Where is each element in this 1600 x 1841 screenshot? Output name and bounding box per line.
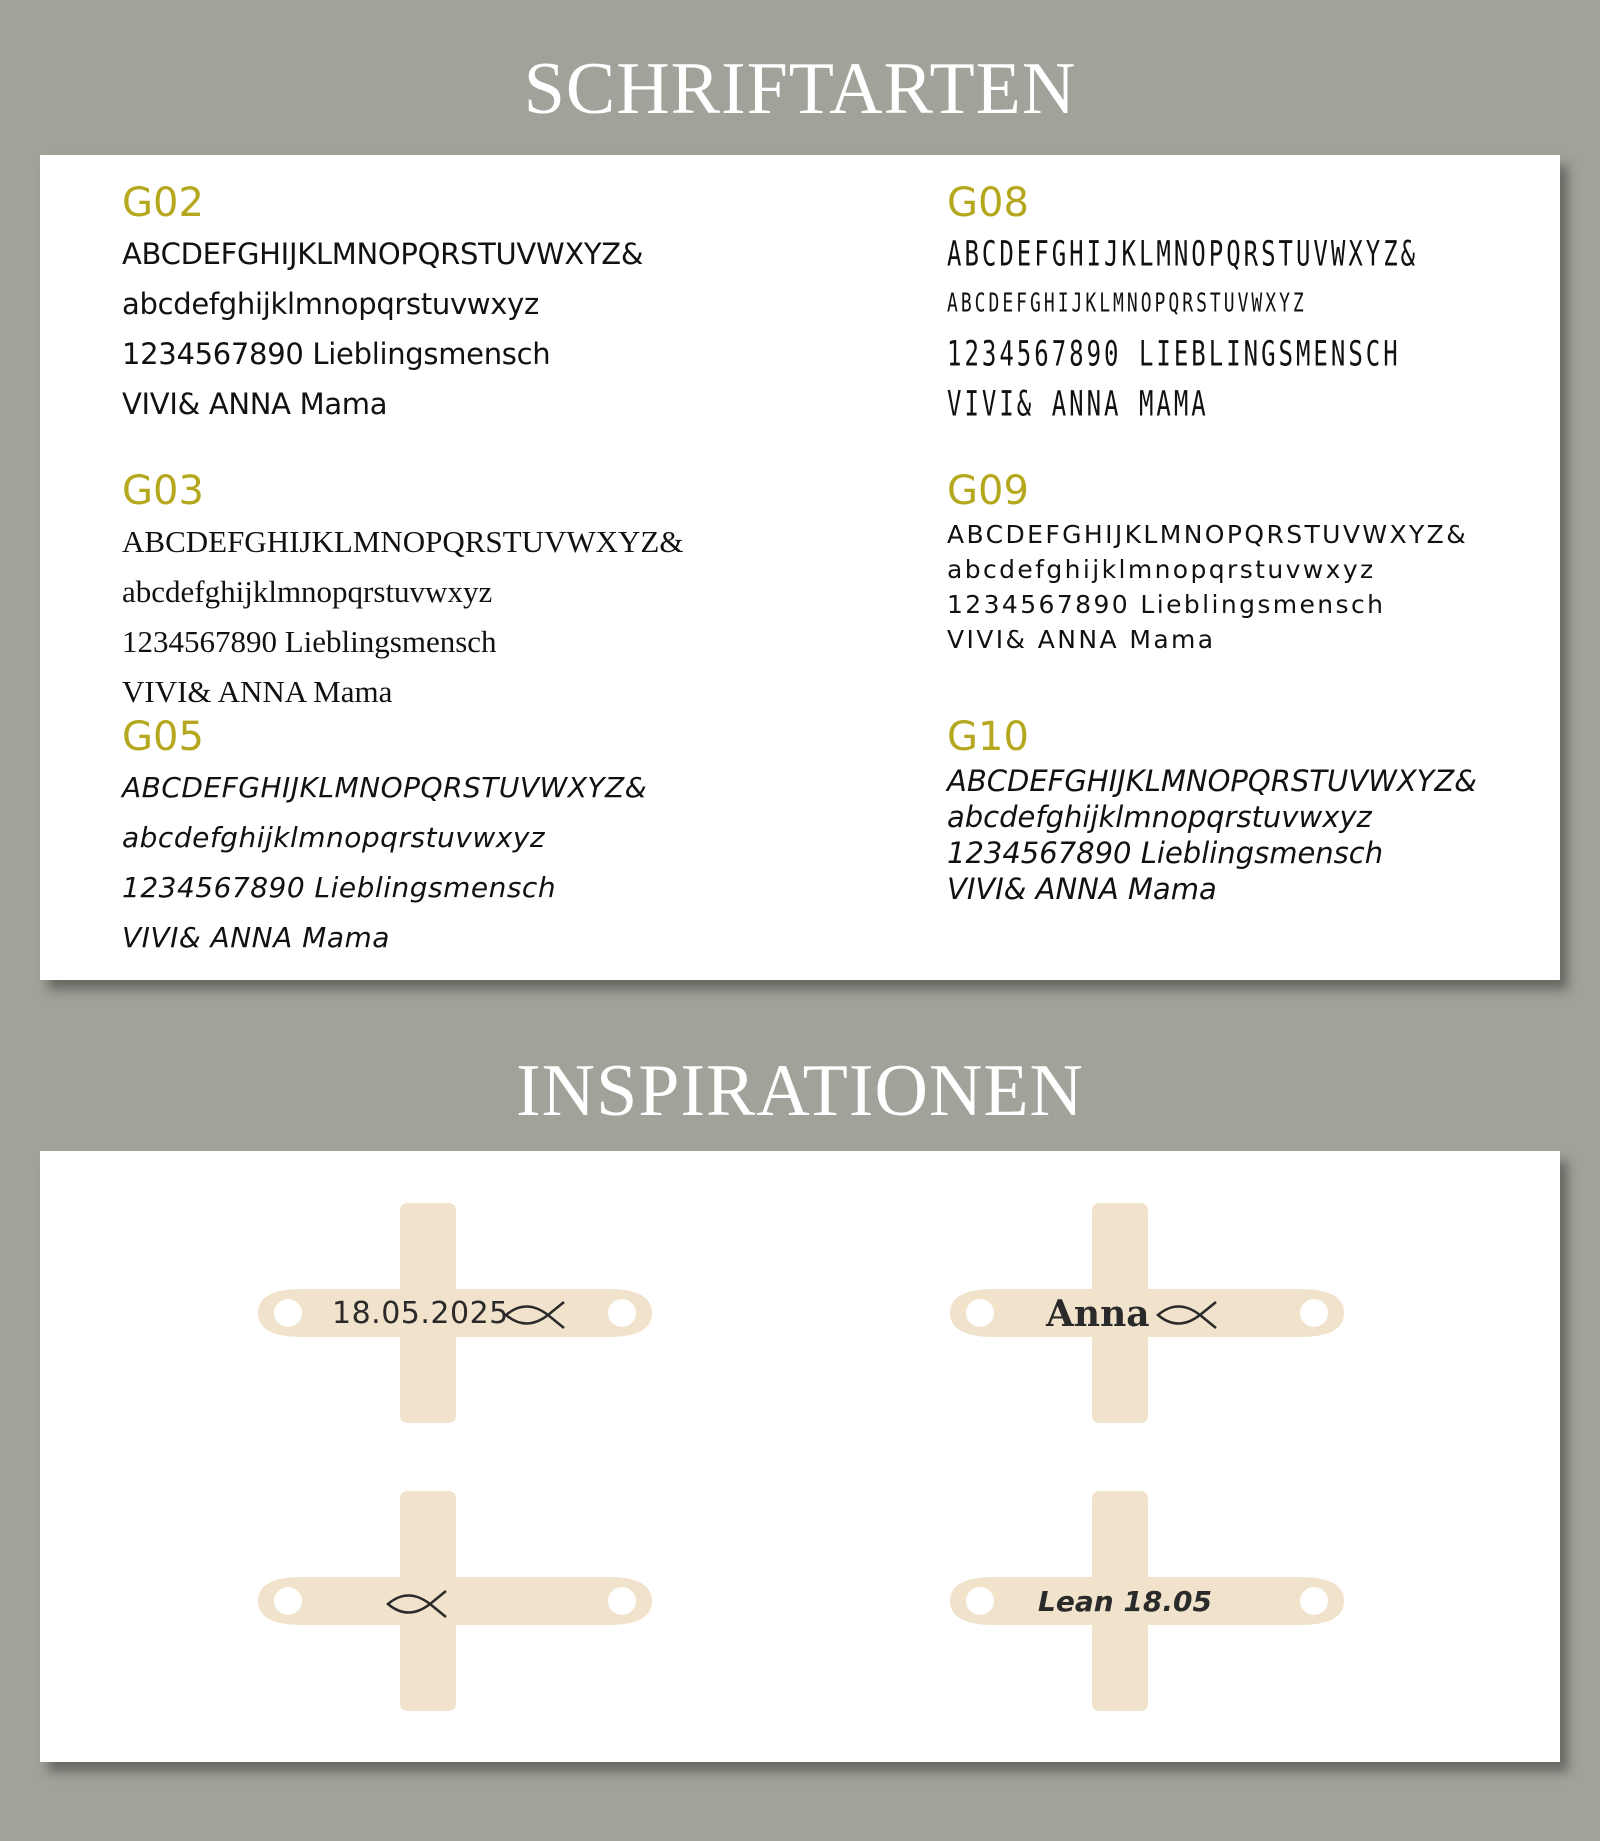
sample-uppercase: ABCDEFGHIJKLMNOPQRSTUVWXYZ& [122, 524, 684, 559]
engraving-text: Anna [1046, 1293, 1150, 1335]
cross-pendant-name [950, 1203, 1344, 1423]
sample-lowercase: ABCDEFGHIJKLMNOPQRSTUVWXYZ [947, 288, 1307, 319]
sample-lowercase: abcdefghijklmnopqrstuvwxyz [122, 287, 539, 321]
sample-names: VIVI& ANNA MAMA [947, 383, 1209, 425]
sample-names: VIVI& ANNA Mama [122, 387, 388, 421]
font-sample-g05 [122, 714, 648, 963]
inspirations-panel [40, 1151, 1560, 1762]
font-sample-g10 [947, 714, 1477, 907]
sample-numbers: 1234567890 LIEBLINGSMENSCH [947, 333, 1401, 375]
font-code-g10: G10 [947, 714, 1029, 760]
font-sample-g08 [947, 180, 1419, 429]
sample-lowercase: abcdefghijklmnopqrstuvwxyz [122, 574, 493, 609]
sample-lowercase: abcdefghijklmnopqrstuvwxyz [947, 800, 1372, 834]
sample-names: VIVI& ANNA Mama [947, 872, 1217, 906]
sample-numbers: 1234567890 Lieblingsmensch [947, 836, 1384, 870]
sample-uppercase: ABCDEFGHIJKLMNOPQRSTUVWXYZ& [122, 771, 648, 804]
fonts-panel [40, 155, 1560, 980]
fish-icon [386, 1587, 450, 1621]
font-sample-g02 [122, 180, 644, 429]
engraving-text: 18.05.2025 [332, 1296, 509, 1331]
sample-numbers: 1234567890 Lieblingsmensch [122, 871, 557, 904]
sample-lowercase: abcdefghijklmnopqrstuvwxyz [122, 821, 546, 854]
font-code-g09: G09 [947, 468, 1029, 514]
sample-uppercase: ABCDEFGHIJKLMNOPQRSTUVWXYZ& [947, 764, 1477, 798]
cross-shape [258, 1491, 652, 1711]
engraving-text: Lean 18.05 [1038, 1585, 1212, 1618]
cross-pendant-name-date [950, 1491, 1344, 1711]
font-code-g03: G03 [122, 468, 204, 514]
sample-uppercase: ABCDEFGHIJKLMNOPQRSTUVWXYZ& [122, 237, 644, 271]
sample-names: VIVI& ANNA Mama [122, 674, 393, 709]
font-sample-g09 [947, 468, 1469, 657]
sample-numbers: 1234567890 Lieblingsmensch [122, 624, 497, 659]
sample-numbers: 1234567890 Lieblingsmensch [122, 337, 551, 371]
sample-names: VIVI& ANNA Mama [947, 625, 1216, 654]
cross-pendant-date [258, 1203, 652, 1423]
sample-numbers: 1234567890 Lieblingsmensch [947, 590, 1386, 619]
font-sample-g03 [122, 468, 684, 717]
cross-pendant-symbol [258, 1491, 652, 1711]
font-code-g08: G08 [947, 180, 1029, 226]
font-code-g05: G05 [122, 714, 204, 760]
sample-names: VIVI& ANNA Mama [122, 921, 390, 954]
font-code-g02: G02 [122, 180, 204, 226]
fish-icon [1156, 1298, 1220, 1332]
sample-uppercase: ABCDEFGHIJKLMNOPQRSTUVWXYZ& [947, 233, 1419, 275]
sample-lowercase: abcdefghijklmnopqrstuvwxyz [947, 555, 1376, 584]
inspirations-section-title: INSPIRATIONEN [516, 1050, 1084, 1132]
fish-icon [504, 1298, 568, 1332]
sample-uppercase: ABCDEFGHIJKLMNOPQRSTUVWXYZ& [947, 520, 1469, 549]
fonts-section-title: SCHRIFTARTEN [523, 48, 1077, 130]
